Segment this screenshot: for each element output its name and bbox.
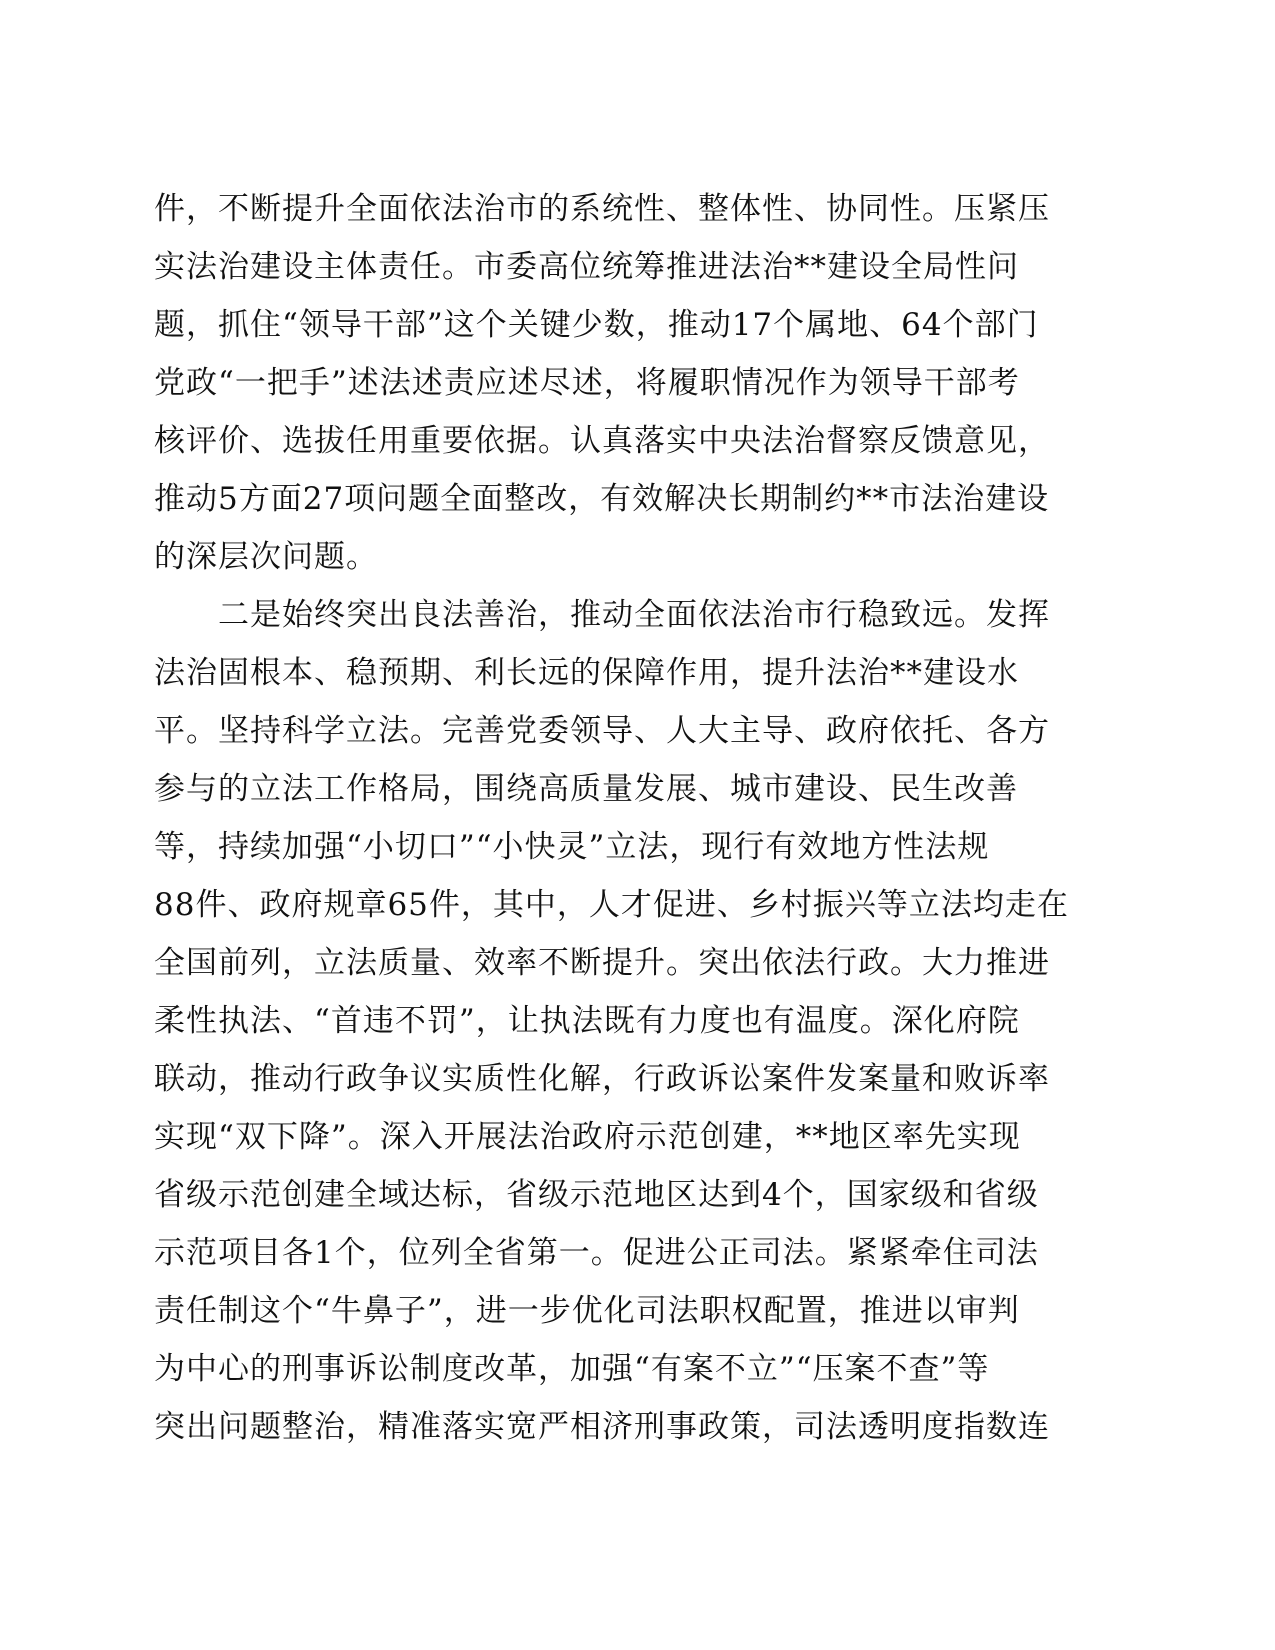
text-line: 题，抓住“领导干部”这个关键少数，推动17个属地、64个部门 xyxy=(154,307,1039,343)
text-line: 的深层次问题。 xyxy=(154,539,378,575)
text-line: 参与的立法工作格局，围绕高质量发展、城市建设、民生改善 xyxy=(154,771,1018,807)
paragraph-continuation xyxy=(154,180,1114,586)
text-line: 党政“一把手”述法述责应述尽述，将履职情况作为领导干部考 xyxy=(154,365,1020,401)
paragraph-second-point xyxy=(154,586,1114,1456)
text-line: 全国前列，立法质量、效率不断提升。突出依法行政。大力推进 xyxy=(154,945,1050,981)
text-line: 示范项目各1个，位列全省第一。促进公正司法。紧紧牵住司法 xyxy=(154,1235,1039,1271)
text-line: 突出问题整治，精准落实宽严相济刑事政策，司法透明度指数连 xyxy=(154,1409,1050,1445)
text-line: 等，持续加强“小切口”“小快灵”立法，现行有效地方性法规 xyxy=(154,829,990,865)
text-line: 实现“双下降”。深入开展法治政府示范创建，**地区率先实现 xyxy=(154,1119,1021,1155)
text-line: 为中心的刑事诉讼制度改革，加强“有案不立”“压案不查”等 xyxy=(154,1351,990,1387)
text-line: 省级示范创建全域达标，省级示范地区达到4个，国家级和省级 xyxy=(154,1177,1039,1213)
text-line: 件，不断提升全面依法治市的系统性、整体性、协同性。压紧压 xyxy=(154,191,1050,227)
text-line: 柔性执法、“首违不罚”，让执法既有力度也有温度。深化府院 xyxy=(154,1003,1020,1039)
text-line: 核评价、选拔任用重要依据。认真落实中央法治督察反馈意见， xyxy=(154,423,1050,459)
text-line: 实法治建设主体责任。市委高位统筹推进法治**建设全局性问 xyxy=(154,249,1019,285)
text-line: 平。坚持科学立法。完善党委领导、人大主导、政府依托、各方 xyxy=(154,713,1050,749)
text-line: 责任制这个“牛鼻子”，进一步优化司法职权配置，推进以审判 xyxy=(154,1293,1020,1329)
text-line: 二是始终突出良法善治，推动全面依法治市行稳致远。发挥 xyxy=(154,597,1050,633)
text-line: 88件、政府规章65件，其中，人才促进、乡村振兴等立法均走在 xyxy=(154,887,1069,923)
text-line: 推动5方面27项问题全面整改，有效解决长期制约**市法治建设 xyxy=(154,481,1050,517)
text-line: 联动，推动行政争议实质性化解，行政诉讼案件发案量和败诉率 xyxy=(154,1061,1050,1097)
text-line: 法治固根本、稳预期、利长远的保障作用，提升法治**建设水 xyxy=(154,655,1019,691)
